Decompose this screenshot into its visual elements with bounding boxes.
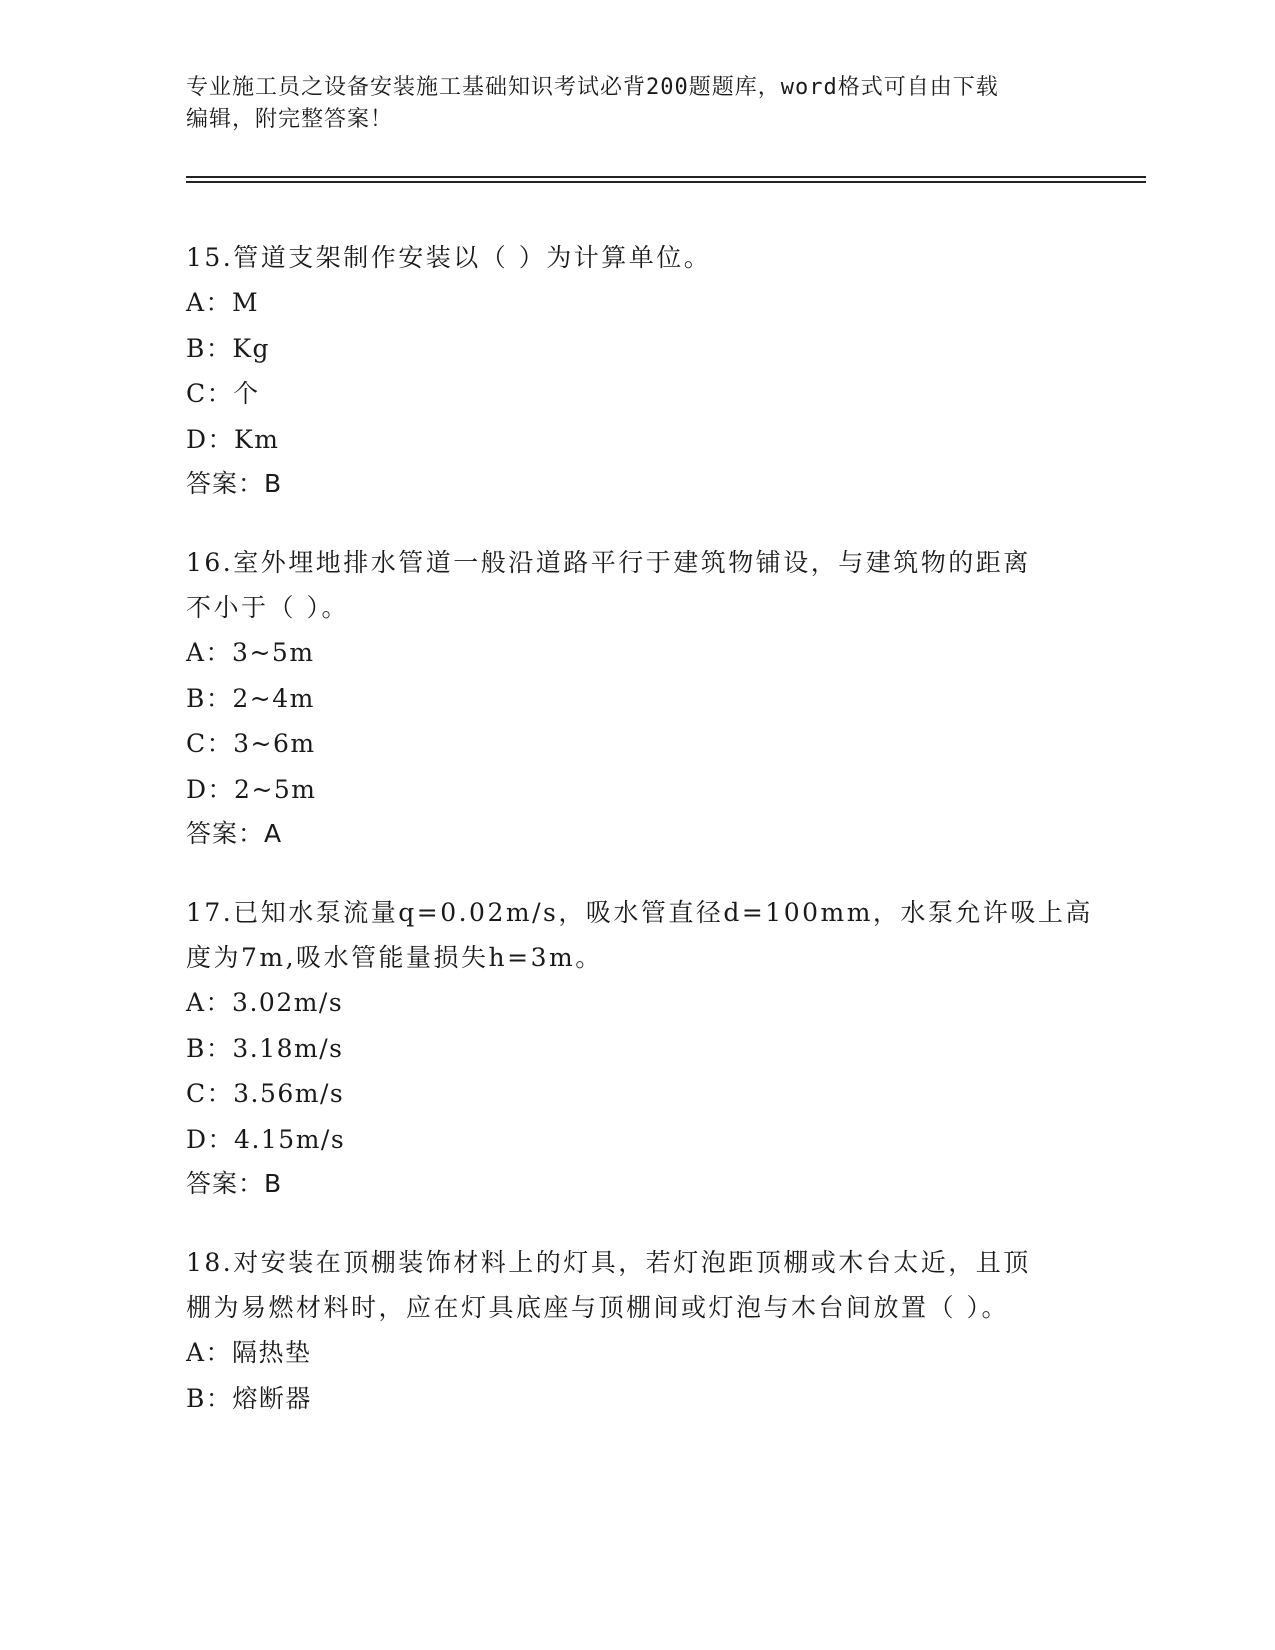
option-d: D：4.15m/s: [186, 1124, 346, 1154]
answer: 答案：B: [186, 1169, 283, 1198]
question-stem: 18.对安装在顶棚装饰材料上的灯具，若灯泡距顶棚或木台太近，且顶: [186, 1248, 1031, 1277]
header-line-1: 专业施工员之设备安装施工基础知识考试必背200题题库，word格式可自由下载: [186, 75, 999, 100]
document-header: [186, 72, 1086, 136]
header-divider-top: [186, 176, 1146, 178]
option-a: A：3~5m: [186, 638, 315, 667]
option-b: B：熔断器: [186, 1383, 312, 1413]
question-stem-continued: 棚为易燃材料时，应在灯具底座与顶棚间或灯泡与木台间放置（ ）。: [186, 1293, 1009, 1322]
option-c: C：个: [186, 379, 260, 408]
question-stem-continued: 不小于（ ）。: [186, 593, 349, 622]
option-c: C：3~6m: [186, 729, 316, 758]
option-d: D：Km: [186, 424, 280, 454]
answer: 答案：B: [186, 469, 283, 498]
option-b: B：2~4m: [186, 683, 315, 713]
question-16: [186, 540, 1086, 856]
question-18: [186, 1240, 1086, 1421]
question-15: [186, 235, 1086, 506]
option-c: C：3.56m/s: [186, 1079, 345, 1108]
answer: 答案：A: [186, 819, 283, 848]
question-17: [186, 890, 1093, 1206]
question-stem: 17.已知水泵流量q=0.02m/s，吸水管直径d=100mm，水泵允许吸上高: [186, 898, 1093, 927]
header-line-2: 编辑，附完整答案！: [186, 107, 394, 132]
question-stem-continued: 度为7m,吸水管能量损失h=3m。: [186, 943, 603, 972]
option-d: D：2~5m: [186, 774, 317, 804]
question-stem: 16.室外埋地排水管道一般沿道路平行于建筑物铺设，与建筑物的距离: [186, 548, 1031, 577]
question-list: [186, 235, 1093, 1455]
header-divider-bottom: [186, 181, 1146, 183]
option-b: B：3.18m/s: [186, 1033, 344, 1063]
option-a: A：隔热垫: [186, 1338, 312, 1367]
question-stem: 15.管道支架制作安装以（ ）为计算单位。: [186, 243, 712, 272]
option-a: A：3.02m/s: [186, 988, 344, 1017]
option-a: A：M: [186, 288, 260, 317]
option-b: B：Kg: [186, 333, 271, 363]
